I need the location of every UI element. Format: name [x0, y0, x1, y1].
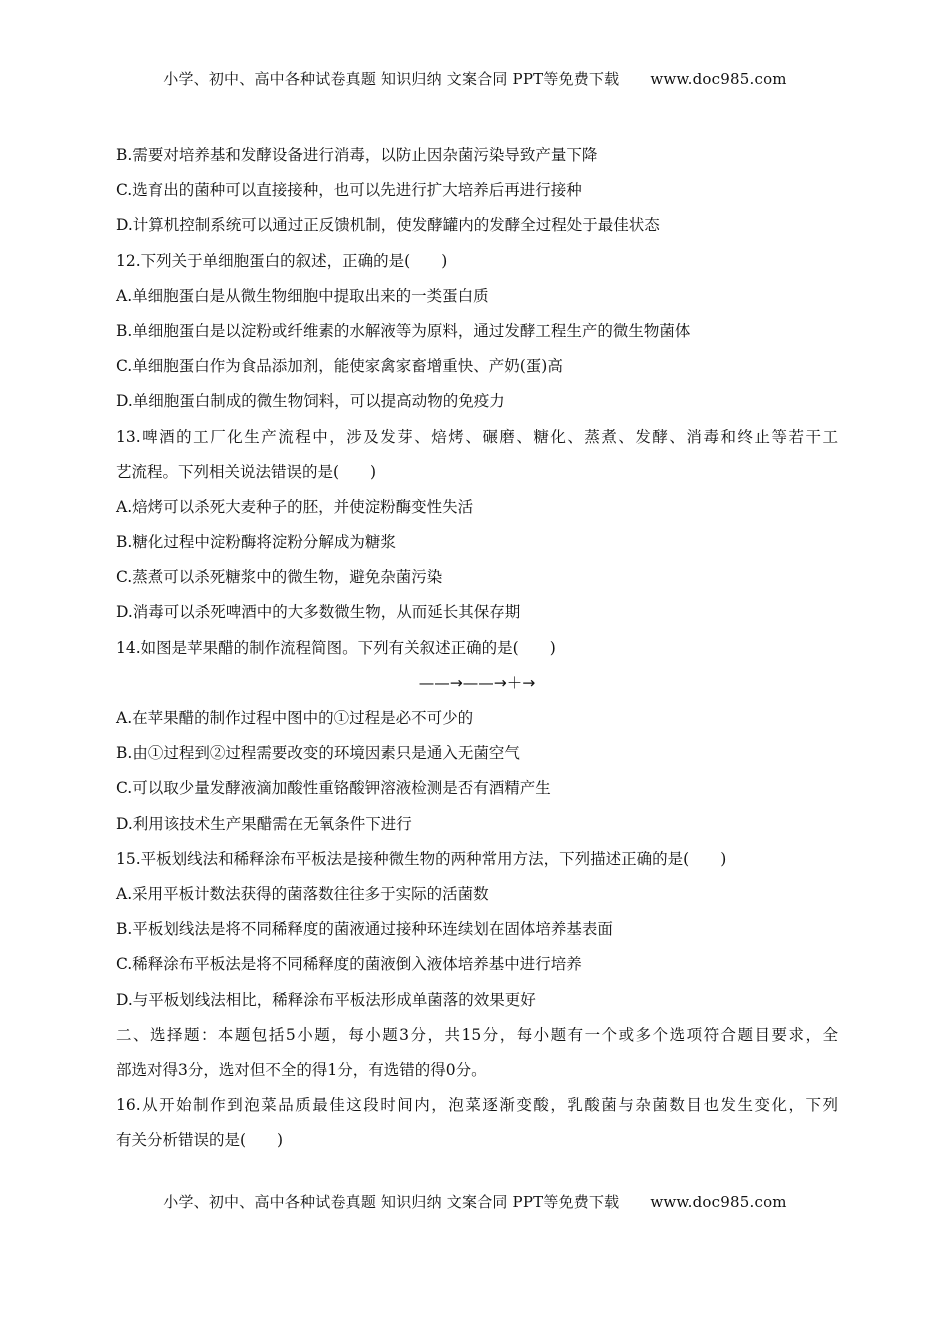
option-12c: C.单细胞蛋白作为食品添加剂，能使家禽家畜增重快、产奶(蛋)高: [116, 357, 563, 376]
question-12: 12.下列关于单细胞蛋白的叙述，正确的是( ): [116, 251, 448, 270]
section-2-instructions-line-1: 二、选择题：本题包括5小题，每小题3分，共15分，每小题有一个或多个选项符合题目要求，全: [116, 1025, 838, 1044]
option-11c: C.选育出的菌种可以直接接种，也可以先进行扩大培养后再进行接种: [116, 181, 582, 200]
option-13c: C.蒸煮可以杀死糖浆中的微生物，避免杂菌污染: [116, 568, 443, 587]
question-16-line-2: 有关分析错误的是( ): [116, 1131, 284, 1150]
option-15d: D.与平板划线法相比，稀释涂布平板法形成单菌落的效果更好: [116, 990, 536, 1009]
option-12b: B.单细胞蛋白是以淀粉或纤维素的水解液等为原料，通过发酵工程生产的微生物菌体: [116, 321, 691, 340]
page-header: [0, 68, 950, 89]
option-13a: A.焙烤可以杀死大麦种子的胚，并使淀粉酶变性失活: [116, 497, 474, 516]
option-13b: B.糖化过程中淀粉酶将淀粉分解成为糖浆: [116, 533, 396, 552]
question-13-line-2: 艺流程。下列相关说法错误的是( ): [116, 462, 377, 481]
option-14d: D.利用该技术生产果醋需在无氧条件下进行: [116, 814, 412, 833]
option-12a: A.单细胞蛋白是从微生物细胞中提取出来的一类蛋白质: [116, 286, 489, 305]
page-footer: [0, 1191, 950, 1212]
document-body: [116, 142, 838, 1162]
header-site: www.doc985.com: [650, 70, 787, 88]
option-11d: D.计算机控制系统可以通过正反馈机制，使发酵罐内的发酵全过程处于最佳状态: [116, 216, 660, 235]
footer-text: 小学、初中、高中各种试卷真题 知识归纳 文案合同 PPT等免费下载: [163, 1193, 620, 1211]
footer-site: www.doc985.com: [650, 1193, 787, 1211]
process-flow-arrows: ——→——→＋→: [418, 673, 536, 692]
section-2-instructions-line-2: 部选对得3分，选对但不全的得1分，有选错的得0分。: [116, 1060, 487, 1079]
option-15b: B.平板划线法是将不同稀释度的菌液通过接种环连续划在固体培养基表面: [116, 920, 613, 939]
question-13-line-1: 13.啤酒的工厂化生产流程中，涉及发芽、焙烤、碾磨、糖化、蒸煮、发酵、消毒和终止等若干工: [116, 427, 838, 446]
header-text: 小学、初中、高中各种试卷真题 知识归纳 文案合同 PPT等免费下载: [163, 70, 620, 88]
option-15a: A.采用平板计数法获得的菌落数往往多于实际的活菌数: [116, 884, 489, 903]
question-16-line-1: 16.从开始制作到泡菜品质最佳这段时间内，泡菜逐渐变酸，乳酸菌与杂菌数目也发生变化，下列: [116, 1096, 838, 1115]
option-14a: A.在苹果醋的制作过程中图中的①过程是必不可少的: [116, 709, 474, 727]
option-13d: D.消毒可以杀死啤酒中的大多数微生物，从而延长其保存期: [116, 603, 521, 622]
option-14b: B.由①过程到②过程需要改变的环境因素只是通入无菌空气: [116, 744, 520, 763]
option-11b: B.需要对培养基和发酵设备进行消毒，以防止因杂菌污染导致产量下降: [116, 146, 598, 164]
option-12d: D.单细胞蛋白制成的微生物饲料，可以提高动物的免疫力: [116, 392, 505, 411]
question-14: 14.如图是苹果醋的制作流程简图。下列有关叙述正确的是( ): [116, 638, 556, 657]
question-15: 15.平板划线法和稀释涂布平板法是接种微生物的两种常用方法，下列描述正确的是( ): [116, 849, 727, 868]
option-15c: C.稀释涂布平板法是将不同稀释度的菌液倒入液体培养基中进行培养: [116, 955, 582, 974]
option-14c: C.可以取少量发酵液滴加酸性重铬酸钾溶液检测是否有酒精产生: [116, 779, 551, 798]
